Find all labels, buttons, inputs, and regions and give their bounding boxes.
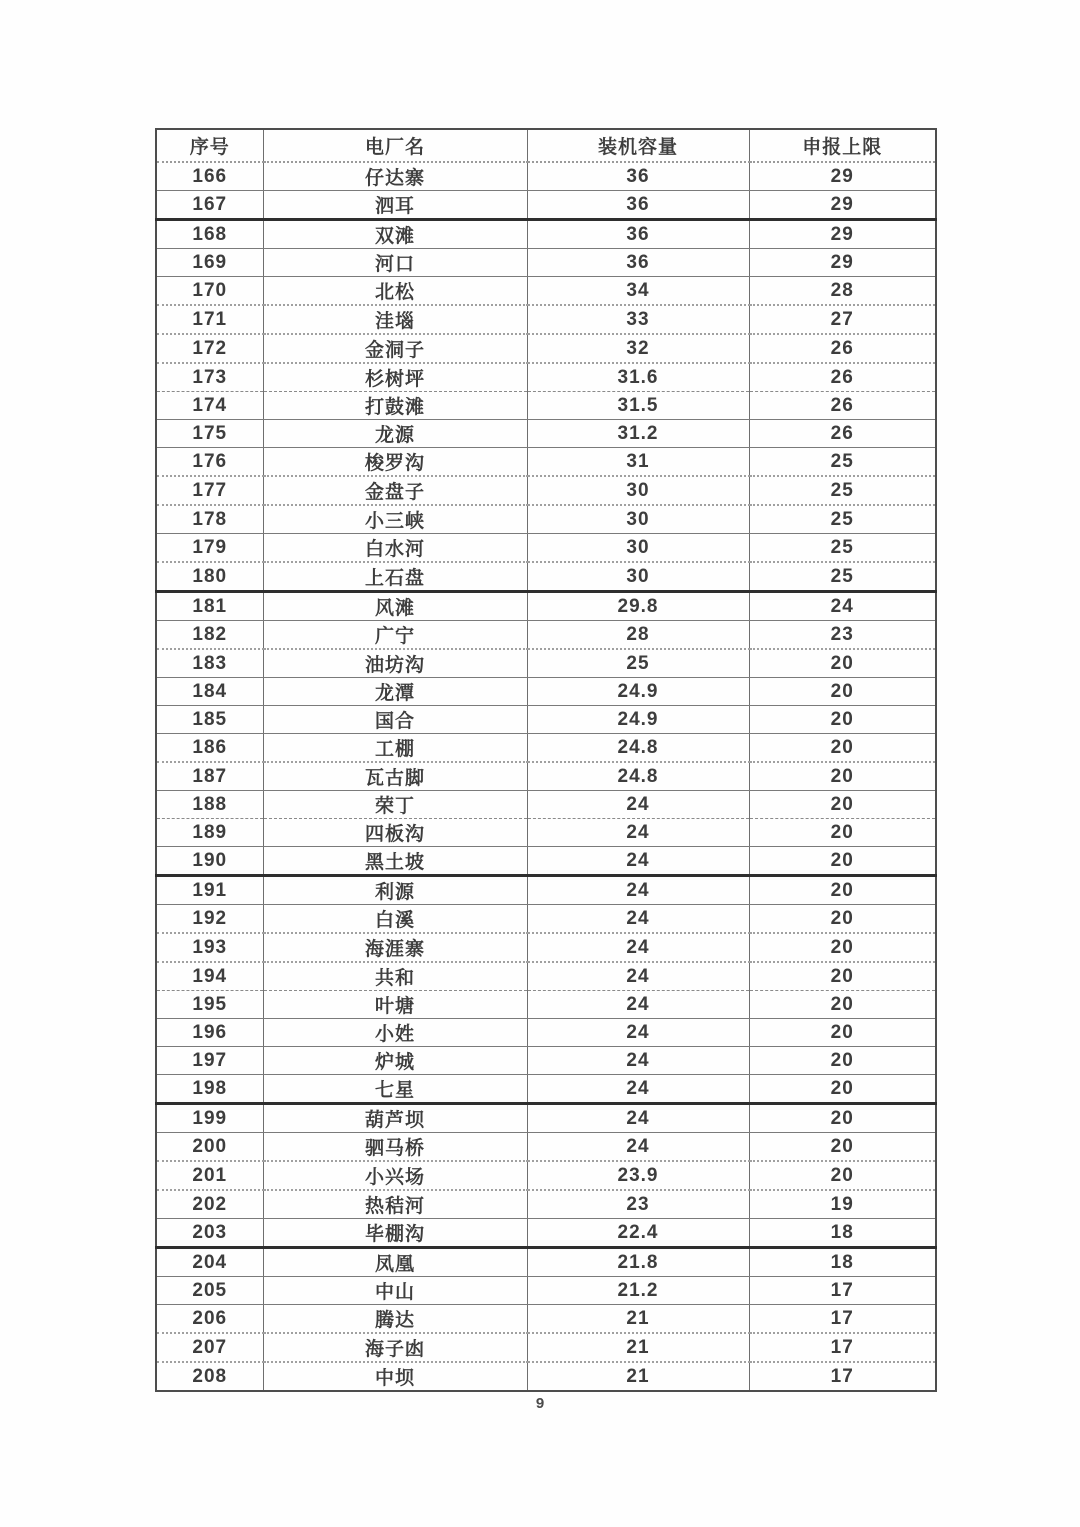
cell-name: 毕棚沟 [263, 1219, 527, 1248]
cell-name: 河口 [263, 249, 527, 277]
cell-name: 仔达寨 [263, 162, 527, 191]
table-row [156, 734, 936, 763]
cell-capacity: 24.9 [527, 678, 749, 706]
table-row [156, 847, 936, 876]
cell-capacity: 24 [527, 1133, 749, 1162]
table-row [156, 334, 936, 363]
cell-capacity: 21 [527, 1362, 749, 1391]
table-row [156, 1305, 936, 1334]
cell-limit: 26 [749, 334, 936, 363]
cell-capacity: 21 [527, 1333, 749, 1362]
cell-capacity: 30 [527, 562, 749, 592]
cell-limit: 29 [749, 162, 936, 191]
table-row [156, 1190, 936, 1219]
cell-capacity: 30 [527, 534, 749, 563]
table-row [156, 1019, 936, 1047]
cell-index: 192 [156, 905, 263, 934]
cell-name: 中山 [263, 1277, 527, 1305]
table-row [156, 706, 936, 734]
table-row [156, 305, 936, 334]
cell-capacity: 36 [527, 220, 749, 249]
cell-capacity: 33 [527, 305, 749, 334]
table-row [156, 1362, 936, 1391]
table-row [156, 762, 936, 791]
cell-capacity: 28 [527, 621, 749, 650]
cell-limit: 27 [749, 305, 936, 334]
table-row [156, 534, 936, 563]
cell-index: 181 [156, 592, 263, 621]
cell-name: 瓦古脚 [263, 762, 527, 791]
cell-capacity: 21.2 [527, 1277, 749, 1305]
cell-capacity: 36 [527, 162, 749, 191]
cell-index: 175 [156, 420, 263, 448]
cell-index: 174 [156, 392, 263, 420]
cell-capacity: 30 [527, 476, 749, 505]
cell-capacity: 24 [527, 962, 749, 991]
cell-name: 风滩 [263, 592, 527, 621]
cell-capacity: 36 [527, 191, 749, 220]
cell-limit: 26 [749, 420, 936, 448]
cell-name: 七星 [263, 1075, 527, 1104]
cell-capacity: 31.6 [527, 363, 749, 392]
cell-index: 208 [156, 1362, 263, 1391]
cell-index: 197 [156, 1047, 263, 1075]
header-cell-name: 电厂名 [263, 129, 527, 162]
cell-index: 206 [156, 1305, 263, 1334]
cell-limit: 20 [749, 905, 936, 934]
table-row [156, 363, 936, 392]
cell-index: 187 [156, 762, 263, 791]
table-row [156, 162, 936, 191]
cell-limit: 20 [749, 933, 936, 962]
cell-name: 梭罗沟 [263, 448, 527, 477]
cell-name: 金盘子 [263, 476, 527, 505]
cell-limit: 25 [749, 448, 936, 477]
cell-name: 油坊沟 [263, 649, 527, 678]
cell-index: 204 [156, 1248, 263, 1277]
cell-name: 小兴场 [263, 1161, 527, 1190]
cell-limit: 25 [749, 505, 936, 534]
cell-index: 195 [156, 991, 263, 1019]
cell-capacity: 30 [527, 505, 749, 534]
cell-limit: 20 [749, 991, 936, 1019]
cell-index: 207 [156, 1333, 263, 1362]
cell-limit: 29 [749, 191, 936, 220]
cell-index: 168 [156, 220, 263, 249]
cell-name: 工棚 [263, 734, 527, 763]
cell-index: 166 [156, 162, 263, 191]
cell-name: 四板沟 [263, 819, 527, 847]
header-cell-index: 序号 [156, 129, 263, 162]
cell-limit: 20 [749, 1047, 936, 1075]
cell-index: 179 [156, 534, 263, 563]
cell-name: 中坝 [263, 1362, 527, 1391]
cell-name: 共和 [263, 962, 527, 991]
table-row [156, 249, 936, 277]
cell-capacity: 31.2 [527, 420, 749, 448]
cell-capacity: 23.9 [527, 1161, 749, 1190]
cell-limit: 17 [749, 1277, 936, 1305]
table-row [156, 962, 936, 991]
cell-limit: 17 [749, 1305, 936, 1334]
cell-name: 洼堖 [263, 305, 527, 334]
cell-name: 凤凰 [263, 1248, 527, 1277]
table-row [156, 621, 936, 650]
cell-limit: 25 [749, 476, 936, 505]
cell-name: 龙潭 [263, 678, 527, 706]
cell-name: 叶塘 [263, 991, 527, 1019]
cell-index: 189 [156, 819, 263, 847]
cell-capacity: 24 [527, 1075, 749, 1104]
cell-name: 杉树坪 [263, 363, 527, 392]
cell-index: 177 [156, 476, 263, 505]
table-row [156, 678, 936, 706]
table-row [156, 592, 936, 621]
cell-index: 183 [156, 649, 263, 678]
cell-name: 腾达 [263, 1305, 527, 1334]
cell-capacity: 21.8 [527, 1248, 749, 1277]
cell-index: 185 [156, 706, 263, 734]
cell-capacity: 24 [527, 905, 749, 934]
cell-limit: 29 [749, 220, 936, 249]
table-row [156, 819, 936, 847]
cell-index: 196 [156, 1019, 263, 1047]
cell-capacity: 24 [527, 1104, 749, 1133]
cell-limit: 20 [749, 847, 936, 876]
cell-limit: 20 [749, 819, 936, 847]
cell-name: 驷马桥 [263, 1133, 527, 1162]
cell-limit: 19 [749, 1190, 936, 1219]
cell-limit: 24 [749, 592, 936, 621]
cell-index: 201 [156, 1161, 263, 1190]
cell-name: 白水河 [263, 534, 527, 563]
table-row [156, 1161, 936, 1190]
cell-limit: 17 [749, 1333, 936, 1362]
table-row [156, 1248, 936, 1277]
cell-index: 170 [156, 277, 263, 306]
page-number: 9 [535, 1395, 545, 1412]
cell-index: 203 [156, 1219, 263, 1248]
cell-capacity: 24 [527, 791, 749, 819]
cell-name: 炉城 [263, 1047, 527, 1075]
cell-limit: 20 [749, 678, 936, 706]
cell-limit: 25 [749, 534, 936, 563]
cell-index: 186 [156, 734, 263, 763]
cell-index: 200 [156, 1133, 263, 1162]
cell-limit: 20 [749, 649, 936, 678]
table-row [156, 649, 936, 678]
cell-index: 172 [156, 334, 263, 363]
table-row [156, 1047, 936, 1075]
power-plant-table [155, 128, 937, 1392]
cell-limit: 20 [749, 962, 936, 991]
cell-limit: 20 [749, 1075, 936, 1104]
table-row [156, 505, 936, 534]
cell-limit: 20 [749, 734, 936, 763]
table-row [156, 791, 936, 819]
cell-index: 205 [156, 1277, 263, 1305]
cell-index: 184 [156, 678, 263, 706]
table-row [156, 562, 936, 592]
cell-name: 黑土坡 [263, 847, 527, 876]
cell-name: 金洞子 [263, 334, 527, 363]
table-row [156, 1075, 936, 1104]
cell-index: 171 [156, 305, 263, 334]
cell-capacity: 25 [527, 649, 749, 678]
cell-limit: 17 [749, 1362, 936, 1391]
cell-limit: 20 [749, 876, 936, 905]
cell-name: 国合 [263, 706, 527, 734]
plant-table-body [156, 162, 936, 1391]
cell-capacity: 36 [527, 249, 749, 277]
cell-name: 打鼓滩 [263, 392, 527, 420]
table-row [156, 392, 936, 420]
table-row [156, 1104, 936, 1133]
table-row [156, 905, 936, 934]
cell-limit: 26 [749, 363, 936, 392]
cell-capacity: 24.9 [527, 706, 749, 734]
cell-capacity: 24 [527, 819, 749, 847]
cell-capacity: 24.8 [527, 734, 749, 763]
table-row [156, 277, 936, 306]
cell-capacity: 21 [527, 1305, 749, 1334]
table-row [156, 1219, 936, 1248]
cell-capacity: 24 [527, 876, 749, 905]
cell-index: 173 [156, 363, 263, 392]
header-cell-limit: 申报上限 [749, 129, 936, 162]
table-row [156, 448, 936, 477]
cell-name: 海涯寨 [263, 933, 527, 962]
table-row [156, 1277, 936, 1305]
cell-index: 176 [156, 448, 263, 477]
cell-capacity: 23 [527, 1190, 749, 1219]
table-row [156, 933, 936, 962]
cell-name: 广宁 [263, 621, 527, 650]
header-cell-capacity: 装机容量 [527, 129, 749, 162]
cell-capacity: 24 [527, 933, 749, 962]
cell-name: 北松 [263, 277, 527, 306]
cell-name: 龙源 [263, 420, 527, 448]
cell-index: 190 [156, 847, 263, 876]
cell-limit: 23 [749, 621, 936, 650]
cell-capacity: 31.5 [527, 392, 749, 420]
cell-index: 199 [156, 1104, 263, 1133]
cell-capacity: 24 [527, 1047, 749, 1075]
cell-name: 荣丁 [263, 791, 527, 819]
cell-limit: 28 [749, 277, 936, 306]
cell-limit: 20 [749, 1161, 936, 1190]
cell-name: 利源 [263, 876, 527, 905]
cell-index: 188 [156, 791, 263, 819]
cell-name: 小姓 [263, 1019, 527, 1047]
cell-limit: 29 [749, 249, 936, 277]
cell-name: 双滩 [263, 220, 527, 249]
cell-capacity: 24 [527, 991, 749, 1019]
cell-limit: 20 [749, 1133, 936, 1162]
cell-capacity: 24.8 [527, 762, 749, 791]
cell-index: 167 [156, 191, 263, 220]
cell-limit: 18 [749, 1248, 936, 1277]
cell-index: 169 [156, 249, 263, 277]
table-row [156, 420, 936, 448]
table-row [156, 220, 936, 249]
cell-limit: 18 [749, 1219, 936, 1248]
cell-limit: 20 [749, 1019, 936, 1047]
table-row [156, 476, 936, 505]
cell-name: 海子凼 [263, 1333, 527, 1362]
cell-index: 178 [156, 505, 263, 534]
cell-index: 202 [156, 1190, 263, 1219]
table-row [156, 1333, 936, 1362]
cell-name: 葫芦坝 [263, 1104, 527, 1133]
table-row [156, 1133, 936, 1162]
table-row [156, 191, 936, 220]
cell-capacity: 32 [527, 334, 749, 363]
cell-limit: 25 [749, 562, 936, 592]
cell-capacity: 24 [527, 847, 749, 876]
table-row [156, 876, 936, 905]
table-header-row [156, 129, 936, 162]
cell-limit: 20 [749, 706, 936, 734]
cell-capacity: 31 [527, 448, 749, 477]
cell-index: 182 [156, 621, 263, 650]
table-row [156, 991, 936, 1019]
cell-name: 热秸河 [263, 1190, 527, 1219]
cell-index: 193 [156, 933, 263, 962]
cell-index: 191 [156, 876, 263, 905]
cell-name: 泗耳 [263, 191, 527, 220]
cell-capacity: 24 [527, 1019, 749, 1047]
cell-name: 白溪 [263, 905, 527, 934]
cell-capacity: 29.8 [527, 592, 749, 621]
cell-index: 180 [156, 562, 263, 592]
cell-limit: 20 [749, 762, 936, 791]
cell-limit: 20 [749, 1104, 936, 1133]
cell-index: 194 [156, 962, 263, 991]
cell-name: 小三峡 [263, 505, 527, 534]
cell-capacity: 22.4 [527, 1219, 749, 1248]
cell-index: 198 [156, 1075, 263, 1104]
cell-name: 上石盘 [263, 562, 527, 592]
cell-capacity: 34 [527, 277, 749, 306]
cell-limit: 26 [749, 392, 936, 420]
cell-limit: 20 [749, 791, 936, 819]
